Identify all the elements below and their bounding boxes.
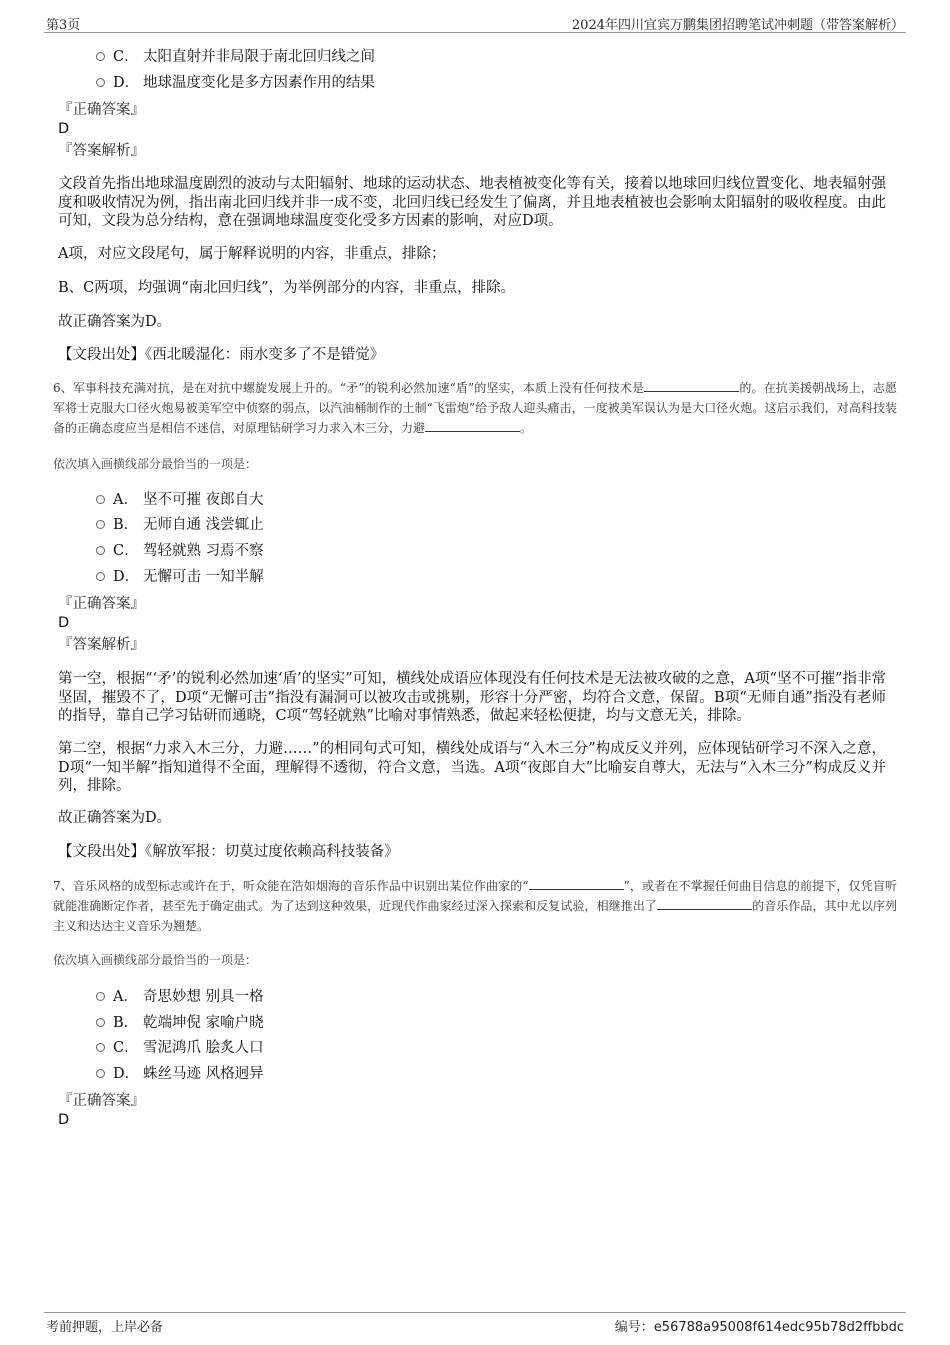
page-header [44,14,906,33]
q7-prompt: 依次填入画横线部分最恰当的一项是： [53,953,258,967]
q6-stem: 6、军事科技充满对抗，是在对抗中螺旋发展上升的。“矛”的锐利必然加速“盾”的坚实，本质上没有任何技术是 的。在抗美援朝战场上，志愿军将士克服大口径火炮易被美军空中侦察的弱点，以汽油桶制作的土制“飞雷炮”给予敌人迎头痛击，一度被美军误认为是大口径火炮。这启示我们，对高科技装备的正确态度应当是相信不迷信，对原理钻研学习力求入木三分，力避 。 [53,381,897,435]
q6-answer-label: 『正确答案』 [58,596,145,612]
answer-blank [425,419,520,432]
answer-blank [644,379,739,392]
q5-option-c[interactable]: C． 太阳直射并非局限于南北回归线之间 [96,46,375,68]
q5-source: 【文段出处】《西北暖湿化：雨水变多了不是错觉》 [58,347,385,363]
radio-icon[interactable] [96,520,105,529]
radio-icon[interactable] [96,52,105,61]
page-number: 第3页 [46,18,81,33]
q5-analysis-label: 『答案解析』 [58,143,145,159]
radio-icon[interactable] [96,1043,105,1052]
q7-answer: D [58,1112,70,1128]
q6-option-a[interactable]: A． 坚不可摧 夜郎自大 [96,489,264,511]
q6-prompt: 依次填入画横线部分最恰当的一项是： [53,457,258,471]
q6-source: 【文段出处】《解放军报：切莫过度依赖高科技装备》 [58,844,399,860]
q7-option-b[interactable]: B． 乾端坤倪 家喻户晓 [96,1012,264,1034]
q5-analysis-para: A项，对应文段尾句，属于解释说明的内容，非重点，排除； [58,246,446,262]
q5-answer: D [58,121,70,137]
q5-analysis-para: 文段首先指出地球温度剧烈的波动与太阳辐射、地球的运动状态、地表植被变化等有关，接着以地球回归线位置变化、地表辐射强度和吸收情况为例，指出南北回归线并非一成不变，北回归线已经发生了偏离，并且地表植被也会影响太阳辐射的吸收程度。由此可知，文段为总分结构，意在强调地球温度变化受多方因素的影响，对应D项。 [58,176,886,229]
radio-icon[interactable] [96,495,105,504]
document-code: 编号：e56788a95008f614edc95b78d2ffbbdc [614,1320,904,1335]
q6-analysis-para: 第一空，根据“‘矛’的锐利必然加速‘盾’的坚实”可知，横线处成语应体现没有任何技术是无法被攻破的之意，A项“坚不可摧”指非常坚固，摧毁不了，D项“无懈可击”指没有漏洞可以被攻击或挑剔，形容十分严密，均符合文意，保留。B项“无师自通”指没有老师的指导，靠自己学习钻研而通晓，C项“驾轻就熟”比喻对事情熟悉，做起来轻松便捷，均与文意无关，排除。 [58,671,886,724]
radio-icon[interactable] [96,1069,105,1078]
q7-stem: 7、音乐风格的成型标志或许在于，听众能在浩如烟海的音乐作品中识别出某位作曲家的“ ”，或者在不掌握任何曲目信息的前提下，仅凭盲听就能准确断定作者，甚至先于确定曲式。为了达到这种效果，近现代作曲家经过深入探索和反复试验，相继推出了 的音乐作品，其中尤以序列主义和达达主义音乐为翘楚。 [53,879,897,933]
q6-answer: D [58,615,70,631]
q5-option-d[interactable]: D． 地球温度变化是多方因素作用的结果 [96,72,375,94]
q6-analysis-para: 第二空，根据“力求入木三分，力避……”的相同句式可知，横线处成语与“入木三分”构成反义并列，应体现钻研学习不深入之意，D项“一知半解”指知道得不全面，理解得不透彻，符合文意，当选。A项“夜郎自大”比喻妄自尊大，无法与“入木三分”构成反义并列，排除。 [58,741,886,794]
page-footer [44,1312,906,1335]
q6-option-b[interactable]: B． 无师自通 浅尝辄止 [96,514,264,536]
q7-option-a[interactable]: A． 奇思妙想 别具一格 [96,986,264,1008]
footer-slogan: 考前押题，上岸必备 [46,1320,164,1335]
radio-icon[interactable] [96,1018,105,1027]
answer-blank [657,897,752,910]
q5-analysis-para: B、C两项，均强调“南北回归线”，为举例部分的内容，非重点，排除。 [58,280,516,296]
q7-option-c[interactable]: C． 雪泥鸿爪 脍炙人口 [96,1037,264,1059]
q5-answer-label: 『正确答案』 [58,102,145,118]
q7-option-d[interactable]: D． 蛛丝马迹 风格迥异 [96,1063,264,1085]
q6-option-c[interactable]: C． 驾轻就熟 习焉不察 [96,540,264,562]
document-title: 2024年四川宜宾万鹏集团招聘笔试冲刺题（带答案解析） [571,18,904,33]
radio-icon[interactable] [96,992,105,1001]
radio-icon[interactable] [96,546,105,555]
q6-analysis-para: 故正确答案为D。 [58,810,172,826]
radio-icon[interactable] [96,78,105,87]
q7-answer-label: 『正确答案』 [58,1093,145,1109]
q5-analysis-para: 故正确答案为D。 [58,314,172,330]
answer-blank [529,877,624,890]
q6-option-d[interactable]: D． 无懈可击 一知半解 [96,566,264,588]
q6-analysis-label: 『答案解析』 [58,637,145,653]
radio-icon[interactable] [96,572,105,581]
